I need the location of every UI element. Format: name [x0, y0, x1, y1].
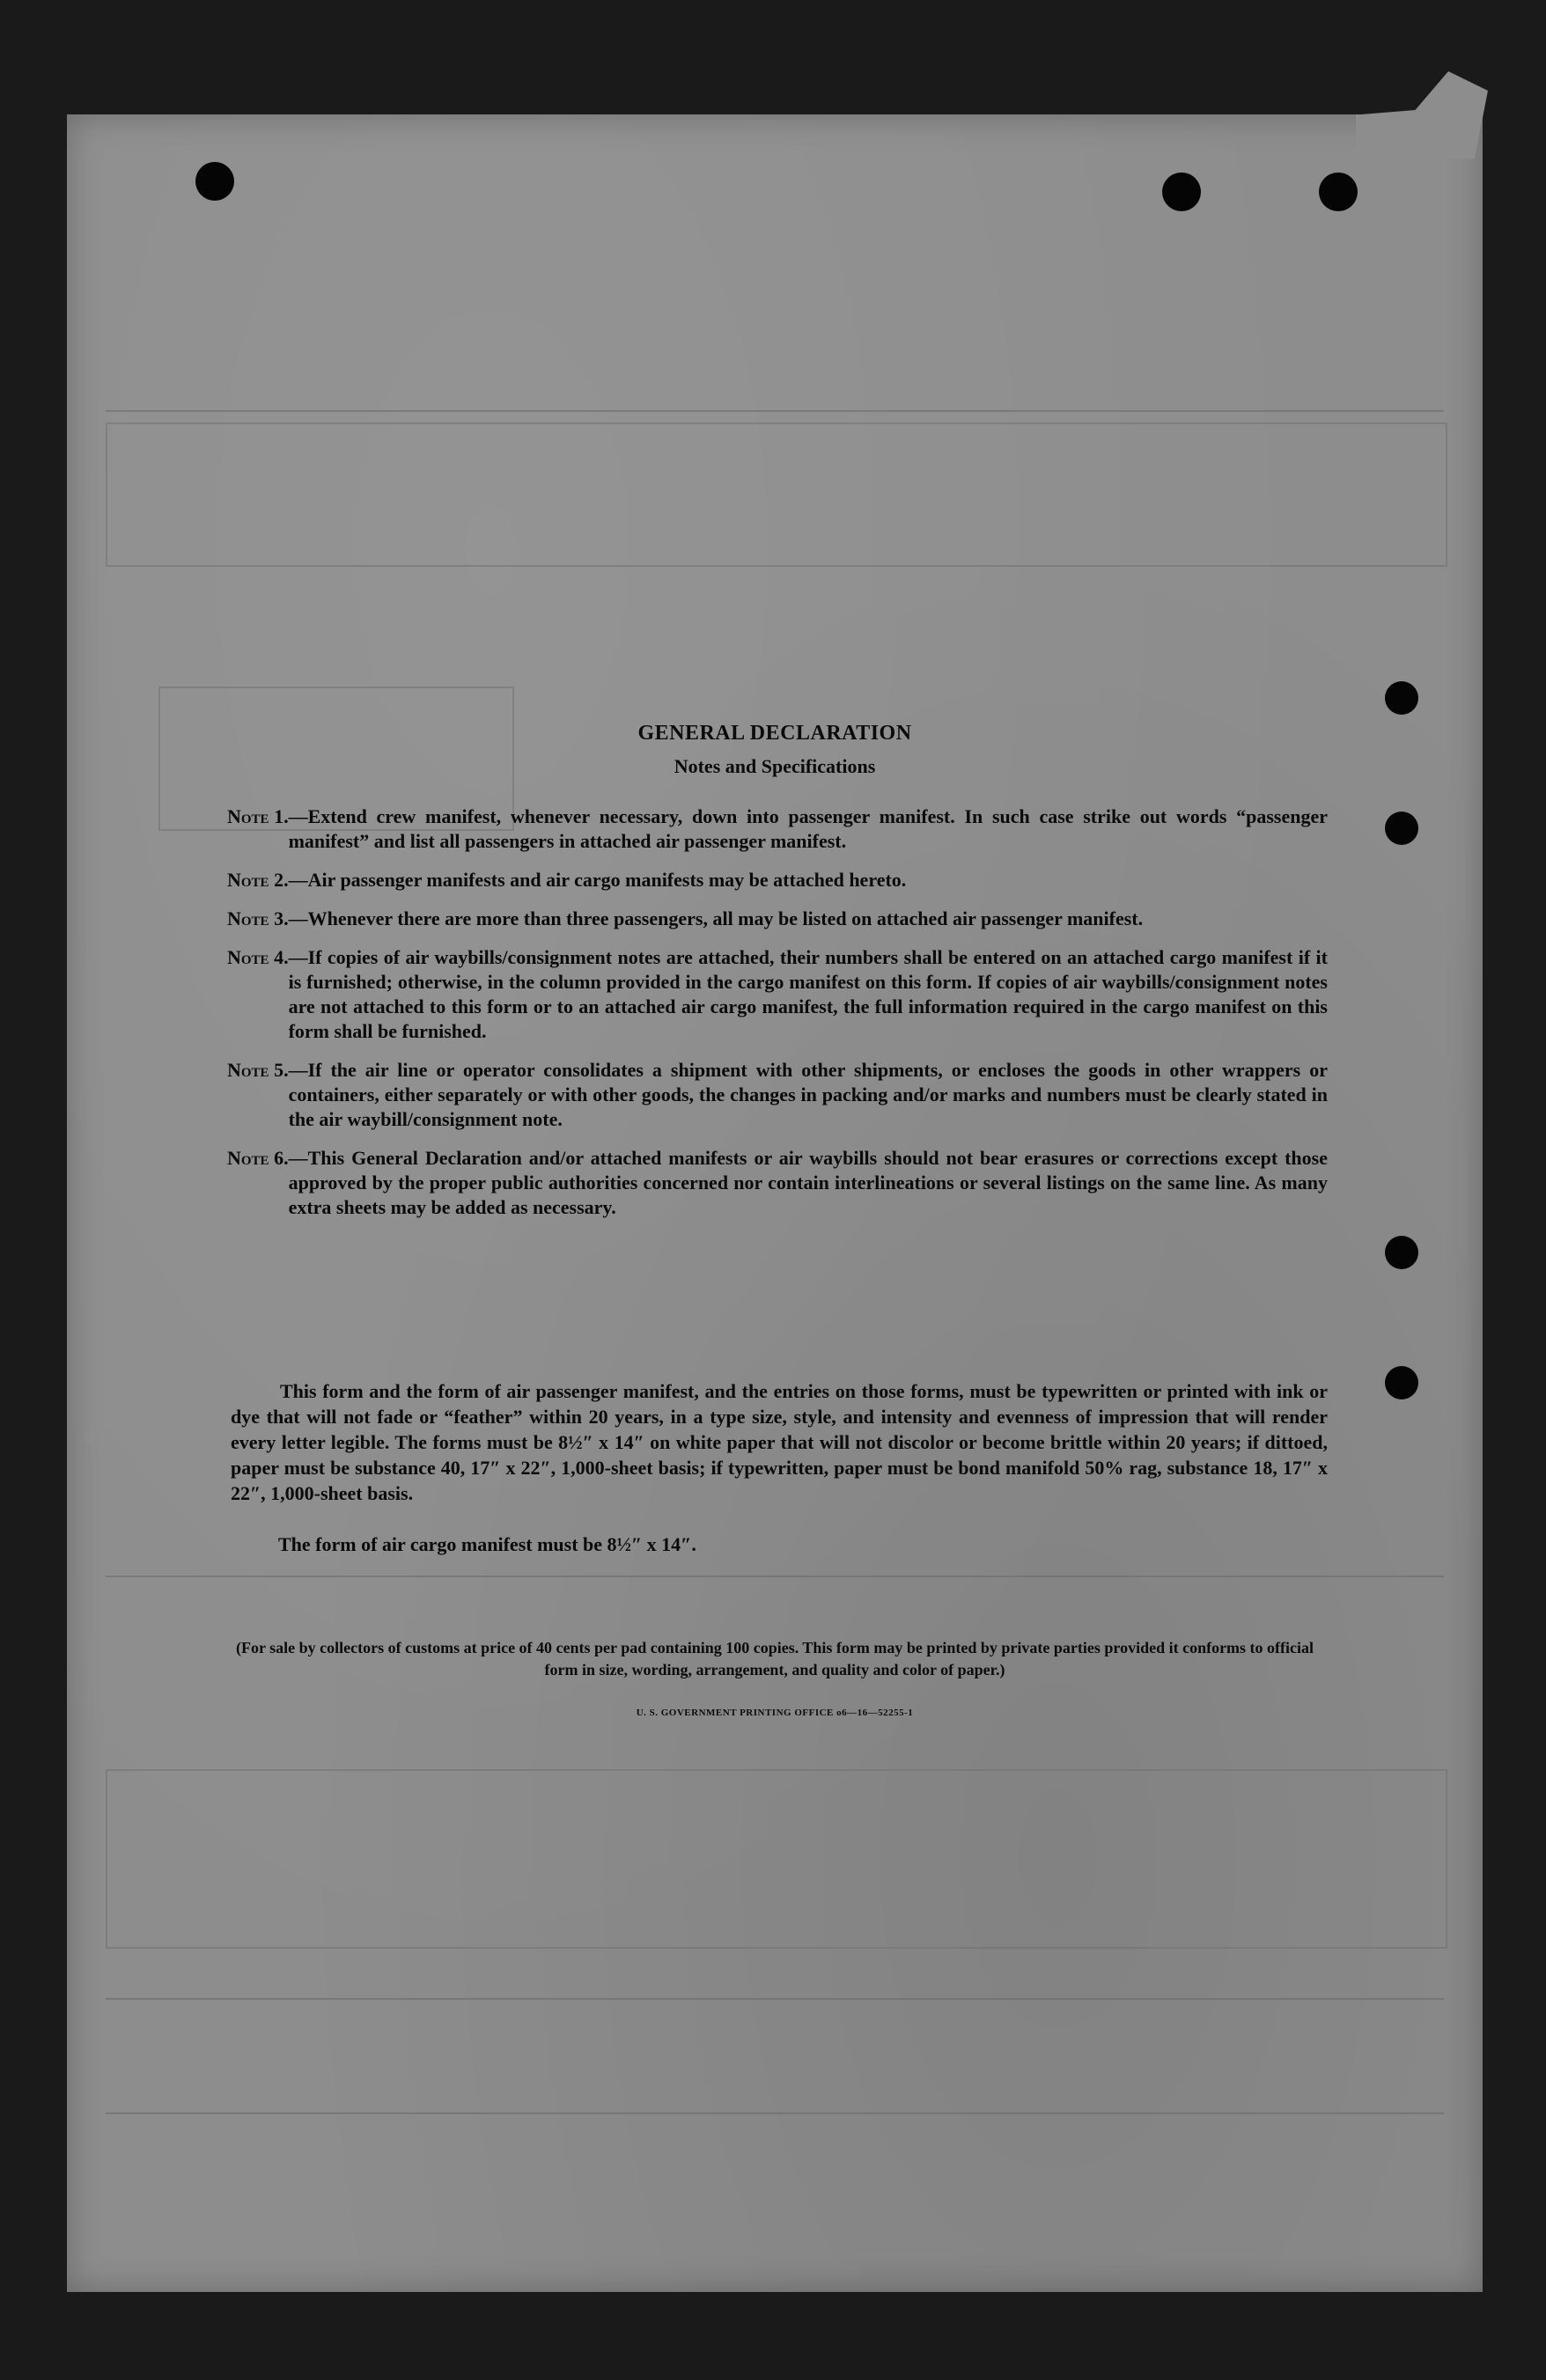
note-text: —Whenever there are more than three passengers, all may be listed on attached air passenger manifest. — [288, 907, 1144, 929]
note-text: —If the air line or operator consolidates a shipment with other shipments, or encloses the goods in other wrappers or containers, either separately or with other goods, the changes in packing and/or marks and numbers must be clearly stated in the air waybill/consignment note. — [288, 1059, 1328, 1130]
note-label: Note 4. — [227, 946, 289, 968]
paper-specification-paragraph: This form and the form of air passenger manifest, and the entries on those forms, must be typewritten or printed with ink or dye that will not fade or “feather” within 20 years, in a type size, style, and intensity and evenness of impression that will render every letter legible. The forms must be 8½″ x 14″ on white paper that will not discolor or become brittle within 20 years; if dittoed, paper must be substance 40, 17″ x 22″, 1,000-sheet basis; if typewritten, paper must be bond manifold 50% rag, substance 18, 17″ x 22″, 1,000-sheet basis. — [231, 1380, 1328, 1504]
note-text: —Extend crew manifest, whenever necessary, down into passenger manifest. In such case strike out words “passenger manifest” and list all passengers in attached air passenger manifest. — [288, 805, 1328, 852]
punch-hole — [195, 162, 234, 201]
bleed-rule — [106, 2112, 1444, 2114]
note-label: Note 5. — [227, 1059, 289, 1081]
bleed-cargo-table — [106, 1769, 1447, 1949]
punch-hole — [1385, 812, 1418, 845]
printer-imprint: U. S. GOVERNMENT PRINTING OFFICE o6—16—52255-1 — [636, 1708, 914, 1718]
note-text: —If copies of air waybills/consignment notes are attached, their numbers shall be entered on an attached cargo manifest if it is furnished; otherwise, in the column provided in the cargo manifest on this form. If copies of air waybills/consignment notes are not attached to this form or to an attached air cargo manifest, the full information required in the cargo manifest on this form shall be furnished. — [288, 946, 1328, 1042]
note-text: —Air passenger manifests and air cargo manifests may be attached hereto. — [288, 869, 907, 891]
bleed-rule — [106, 1576, 1444, 1577]
bleed-through-title — [528, 158, 1004, 197]
punch-hole — [1385, 681, 1418, 715]
punch-hole — [1385, 1236, 1418, 1269]
cargo-manifest-size-note: The form of air cargo manifest must be 8½″ x 14″. — [278, 1533, 696, 1555]
note-item — [227, 907, 1328, 931]
note-text: —This General Declaration and/or attached manifests or air waybills should not bear erasures or corrections except those approved by the proper public authorities concerned nor contain interlineations or several listings on the same line. As many extra sheets may be added as necessary. — [288, 1147, 1328, 1218]
bleed-table — [106, 422, 1447, 567]
punch-hole — [1162, 173, 1201, 211]
punch-hole — [1319, 173, 1358, 211]
bleed-rule — [106, 1998, 1444, 2000]
note-label: Note 2. — [227, 869, 289, 891]
note-item — [227, 1058, 1328, 1132]
sale-note: (For sale by collectors of customs at price of 40 cents per pad containing 100 copies. This form may be printed by private parties provided it conforms to official form in size, wording, arrangement, and quality and color of paper.) — [235, 1639, 1314, 1678]
note-item — [227, 1146, 1328, 1220]
note-label: Note 6. — [227, 1147, 289, 1169]
notes-list — [227, 804, 1328, 1234]
page-subtitle: Notes and Specifications — [674, 755, 876, 777]
note-item — [227, 945, 1328, 1044]
note-label: Note 3. — [227, 907, 289, 929]
torn-corner — [1356, 62, 1488, 158]
page-title: GENERAL DECLARATION — [637, 722, 912, 745]
bleed-rule — [106, 410, 1444, 412]
note-label: Note 1. — [227, 805, 289, 827]
punch-hole — [1385, 1366, 1418, 1399]
note-item — [227, 804, 1328, 854]
note-item — [227, 868, 1328, 892]
